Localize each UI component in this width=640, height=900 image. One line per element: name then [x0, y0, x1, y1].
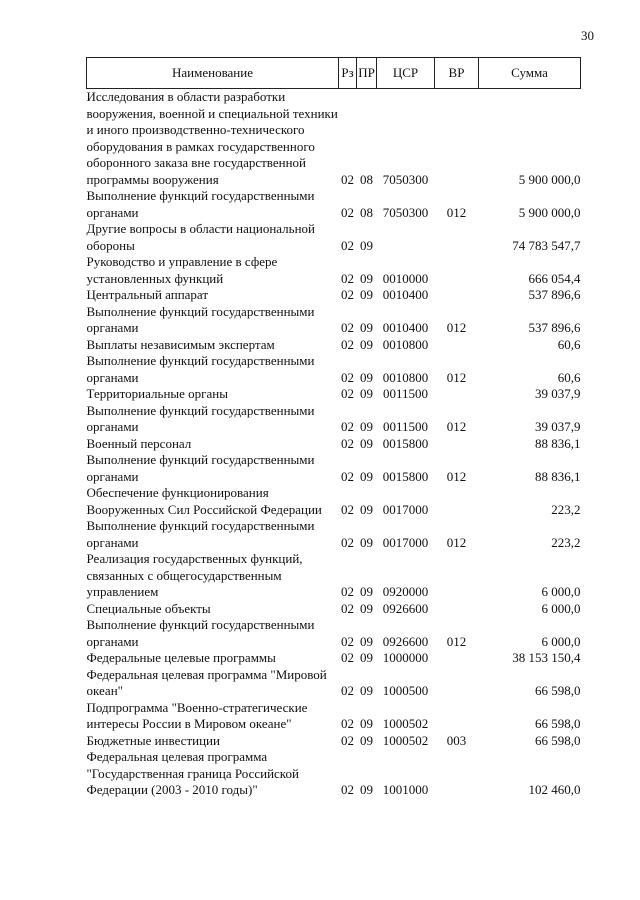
- row-sum: 66 598,0: [535, 716, 581, 731]
- row-name: Подпрограмма "Военно-стратегические интересы России в Мировом океане": [86, 699, 308, 731]
- row-csr: 0017000: [382, 501, 429, 517]
- row-sum: 38 153 150,4: [512, 650, 581, 665]
- row-sum: 5 900 000,0: [518, 204, 581, 220]
- row-pr: 09: [360, 600, 373, 616]
- row-vr: 012: [446, 633, 467, 649]
- table-row: [87, 436, 581, 453]
- row-vr: [435, 436, 479, 453]
- table-header-row: [87, 58, 581, 89]
- row-pr: 09: [360, 732, 373, 748]
- row-rz: 02: [341, 683, 354, 698]
- row-sum: 66 598,0: [535, 683, 581, 698]
- table-row: [87, 353, 581, 386]
- row-pr: 09: [360, 369, 373, 385]
- row-rz: 02: [341, 171, 354, 187]
- header-rz: Рз: [339, 58, 357, 89]
- row-pr: 09: [360, 501, 373, 517]
- row-vr: [435, 667, 479, 700]
- row-csr: 0920000: [382, 584, 429, 599]
- row-pr: 09: [360, 782, 373, 797]
- row-name: Федеральная целевая программа "Государственная граница Российской Федерации (2003 - 2010 годы)": [86, 749, 299, 797]
- table-row: [87, 749, 581, 799]
- row-name: Исследования в области разработки вооружения, военной и специальной техники и иного производственно-технического оборудования в рамках государственного оборонного заказа вне государственной программы вооружения: [86, 89, 338, 187]
- row-csr: 0010400: [382, 320, 429, 335]
- table-row: [87, 485, 581, 518]
- table-row: [87, 188, 581, 221]
- row-vr: 003: [446, 732, 467, 748]
- row-name: Выполнение функций государственными органами: [86, 452, 315, 484]
- row-csr: 1001000: [382, 782, 429, 797]
- row-vr: [435, 386, 479, 403]
- table-row: [87, 667, 581, 700]
- row-sum: 66 598,0: [535, 732, 581, 748]
- row-name: Выполнение функций государственными органами: [86, 617, 315, 649]
- table-row: [87, 518, 581, 551]
- header-vr: ВР: [435, 58, 479, 89]
- row-pr: 09: [360, 468, 373, 484]
- table-row: [87, 386, 581, 403]
- row-pr: 09: [360, 716, 373, 731]
- row-rz: 02: [341, 732, 354, 748]
- row-vr: 012: [446, 204, 467, 220]
- row-sum: 537 896,6: [528, 287, 581, 302]
- row-pr: 09: [360, 650, 373, 665]
- row-csr: 0015800: [382, 468, 429, 484]
- row-name: Специальные объекты: [86, 600, 211, 616]
- row-vr: 012: [446, 419, 467, 434]
- row-vr: 012: [446, 320, 467, 335]
- row-csr: 1000502: [382, 732, 429, 748]
- row-rz: 02: [341, 650, 354, 665]
- row-name: Бюджетные инвестиции: [86, 732, 220, 748]
- row-name: Федеральные целевые программы: [86, 650, 276, 665]
- row-vr: [435, 287, 479, 304]
- row-csr: 0010400: [382, 287, 429, 302]
- table-row: [87, 221, 581, 254]
- row-csr: 0010800: [382, 336, 429, 352]
- row-vr: 012: [446, 534, 467, 550]
- row-vr: 012: [446, 468, 467, 484]
- row-rz: 02: [341, 600, 354, 616]
- row-sum: 88 836,1: [535, 468, 581, 484]
- row-pr: 09: [360, 386, 373, 401]
- row-name: Выполнение функций государственными органами: [86, 303, 315, 335]
- row-csr: 0011500: [382, 386, 429, 401]
- row-csr: [377, 221, 435, 254]
- table-row: [87, 254, 581, 287]
- table-row: [87, 700, 581, 733]
- row-csr: 0010000: [382, 270, 429, 286]
- row-sum: 5 900 000,0: [518, 171, 581, 187]
- row-rz: 02: [341, 237, 354, 253]
- row-name: Выполнение функций государственными органами: [86, 353, 315, 385]
- row-rz: 02: [341, 336, 354, 352]
- row-sum: 537 896,6: [528, 320, 581, 335]
- row-name: Другие вопросы в области национальной обороны: [86, 221, 315, 253]
- row-vr: [435, 749, 479, 799]
- row-csr: 1000500: [382, 683, 429, 698]
- row-rz: 02: [341, 501, 354, 517]
- row-name: Выполнение функций государственными органами: [86, 188, 315, 220]
- row-csr: 7050300: [382, 171, 429, 187]
- row-pr: 09: [360, 633, 373, 649]
- row-pr: 09: [360, 270, 373, 286]
- row-sum: 223,2: [551, 534, 581, 550]
- row-pr: 09: [360, 336, 373, 352]
- table-row: [87, 650, 581, 667]
- row-pr: 09: [360, 320, 373, 335]
- table-row: [87, 551, 581, 601]
- row-sum: 74 783 547,7: [512, 237, 581, 253]
- row-vr: [435, 221, 479, 254]
- row-sum: 666 054,4: [528, 270, 581, 286]
- row-vr: [435, 485, 479, 518]
- header-name: Наименование: [87, 58, 339, 89]
- row-name: Обеспечение функционирования Вооруженных Сил Российской Федерации: [86, 485, 322, 517]
- row-rz: 02: [341, 287, 354, 302]
- row-rz: 02: [341, 386, 354, 401]
- row-sum: 88 836,1: [535, 435, 581, 451]
- row-vr: [435, 337, 479, 354]
- row-pr: 08: [360, 171, 373, 187]
- table-body: [87, 89, 581, 799]
- row-name: Реализация государственных функций, связанных с общегосударственным управлением: [86, 551, 303, 599]
- row-sum: 6 000,0: [541, 584, 581, 599]
- table-row: [87, 89, 581, 189]
- row-pr: 09: [360, 419, 373, 434]
- table-row: [87, 601, 581, 618]
- row-rz: 02: [341, 419, 354, 434]
- row-pr: 09: [360, 287, 373, 302]
- row-rz: 02: [341, 204, 354, 220]
- row-name: Федеральная целевая программа "Мировой океан": [86, 666, 327, 698]
- row-pr: 09: [360, 683, 373, 698]
- row-csr: 0010800: [382, 369, 429, 385]
- row-rz: 02: [341, 270, 354, 286]
- row-sum: 39 037,9: [535, 419, 581, 434]
- page-number: 30: [581, 28, 594, 43]
- row-name: Выполнение функций государственными органами: [86, 402, 315, 434]
- row-csr: 1000000: [382, 650, 429, 665]
- row-sum: 6 000,0: [541, 600, 581, 616]
- row-name: Центральный аппарат: [86, 287, 209, 302]
- row-pr: 09: [360, 584, 373, 599]
- row-rz: 02: [341, 716, 354, 731]
- row-csr: 7050300: [382, 204, 429, 220]
- table-row: [87, 304, 581, 337]
- row-sum: 223,2: [551, 501, 581, 517]
- row-rz: 02: [341, 369, 354, 385]
- row-sum: 60,6: [557, 336, 581, 352]
- row-sum: 102 460,0: [528, 782, 581, 797]
- row-rz: 02: [341, 584, 354, 599]
- row-pr: 09: [360, 237, 373, 253]
- header-pr: ПР: [357, 58, 377, 89]
- row-rz: 02: [341, 435, 354, 451]
- row-name: Руководство и управление в сфере установленных функций: [86, 254, 278, 286]
- row-csr: 0926600: [382, 633, 429, 649]
- row-pr: 09: [360, 435, 373, 451]
- row-vr: [435, 254, 479, 287]
- row-vr: [435, 700, 479, 733]
- row-rz: 02: [341, 320, 354, 335]
- row-csr: 0015800: [382, 435, 429, 451]
- row-name: Территориальные органы: [86, 386, 228, 401]
- table-row: [87, 337, 581, 354]
- row-vr: [435, 551, 479, 601]
- budget-table: [86, 57, 581, 799]
- row-sum: 60,6: [557, 369, 581, 385]
- row-sum: 6 000,0: [541, 633, 581, 649]
- header-csr: ЦСР: [377, 58, 435, 89]
- header-sum: Сумма: [479, 58, 581, 89]
- table-row: [87, 617, 581, 650]
- row-sum: 39 037,9: [535, 386, 581, 401]
- row-rz: 02: [341, 633, 354, 649]
- table-row: [87, 403, 581, 436]
- row-rz: 02: [341, 534, 354, 550]
- row-vr: [435, 650, 479, 667]
- row-pr: 09: [360, 534, 373, 550]
- row-rz: 02: [341, 782, 354, 797]
- row-vr: [435, 601, 479, 618]
- row-name: Выплаты независимым экспертам: [86, 336, 275, 352]
- row-csr: 1000502: [382, 716, 429, 731]
- table-row: [87, 452, 581, 485]
- table-row: [87, 287, 581, 304]
- row-csr: 0926600: [382, 600, 429, 616]
- row-rz: 02: [341, 468, 354, 484]
- row-csr: 0017000: [382, 534, 429, 550]
- row-vr: 012: [446, 369, 467, 385]
- row-name: Выполнение функций государственными органами: [86, 518, 315, 550]
- row-pr: 08: [360, 204, 373, 220]
- row-csr: 0011500: [382, 419, 429, 434]
- row-vr: [435, 89, 479, 189]
- table-row: [87, 733, 581, 750]
- row-name: Военный персонал: [86, 435, 192, 451]
